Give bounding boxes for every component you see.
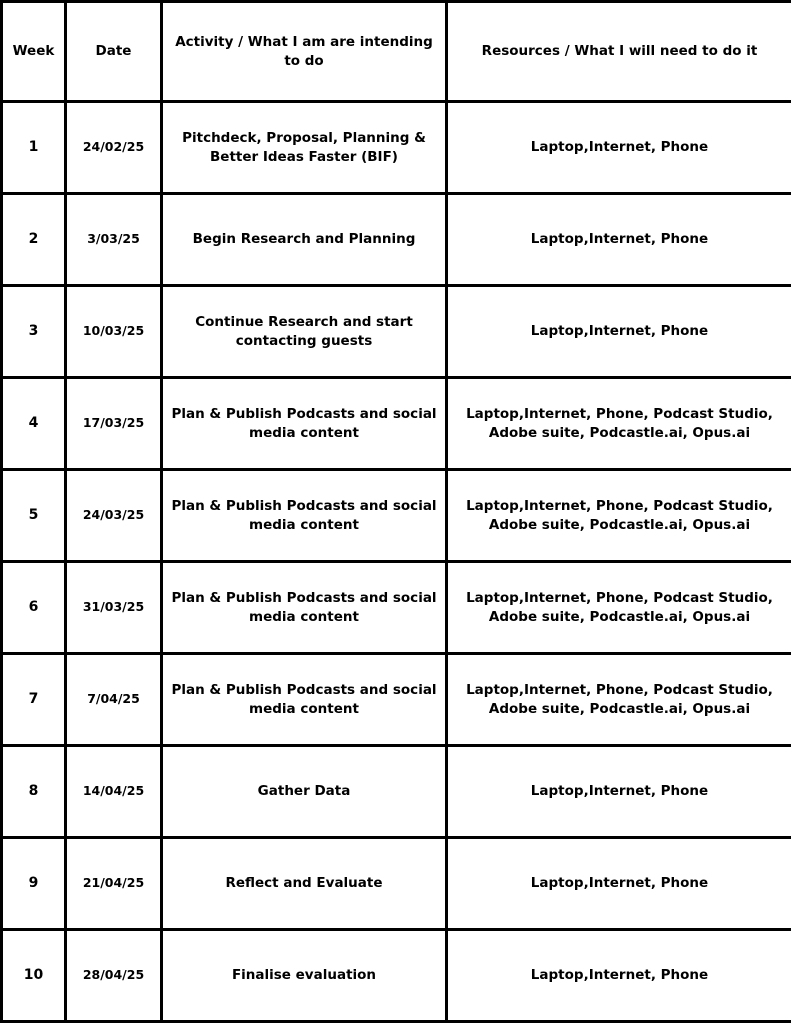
cell-resources: Laptop,Internet, Phone, Podcast Studio, Adobe suite, Podcastle.ai, Opus.ai — [447, 654, 791, 746]
cell-activity: Plan & Publish Podcasts and social media content — [162, 378, 447, 470]
cell-resources: Laptop,Internet, Phone, Podcast Studio, Adobe suite, Podcastle.ai, Opus.ai — [447, 378, 791, 470]
cell-week: 9 — [2, 838, 66, 930]
cell-activity: Plan & Publish Podcasts and social media content — [162, 654, 447, 746]
cell-resources: Laptop,Internet, Phone — [447, 194, 791, 286]
cell-resources: Laptop,Internet, Phone, Podcast Studio, Adobe suite, Podcastle.ai, Opus.ai — [447, 562, 791, 654]
table-row — [2, 930, 791, 1022]
cell-resources: Laptop,Internet, Phone — [447, 746, 791, 838]
table-row — [2, 838, 791, 930]
cell-resources: Laptop,Internet, Phone — [447, 102, 791, 194]
table-row — [2, 286, 791, 378]
cell-week: 10 — [2, 930, 66, 1022]
cell-date: 21/04/25 — [66, 838, 162, 930]
cell-week: 4 — [2, 378, 66, 470]
table-header — [2, 2, 791, 102]
table-row — [2, 378, 791, 470]
cell-week: 3 — [2, 286, 66, 378]
cell-resources: Laptop,Internet, Phone — [447, 838, 791, 930]
cell-date: 17/03/25 — [66, 378, 162, 470]
cell-date: 7/04/25 — [66, 654, 162, 746]
cell-date: 31/03/25 — [66, 562, 162, 654]
cell-date: 24/02/25 — [66, 102, 162, 194]
cell-week: 7 — [2, 654, 66, 746]
cell-activity: Plan & Publish Podcasts and social media content — [162, 562, 447, 654]
table-row — [2, 102, 791, 194]
cell-week: 2 — [2, 194, 66, 286]
cell-date: 10/03/25 — [66, 286, 162, 378]
cell-date: 28/04/25 — [66, 930, 162, 1022]
cell-resources: Laptop,Internet, Phone, Podcast Studio, Adobe suite, Podcastle.ai, Opus.ai — [447, 470, 791, 562]
cell-week: 5 — [2, 470, 66, 562]
cell-resources: Laptop,Internet, Phone — [447, 286, 791, 378]
cell-week: 1 — [2, 102, 66, 194]
cell-date: 14/04/25 — [66, 746, 162, 838]
cell-activity: Finalise evaluation — [162, 930, 447, 1022]
table-row — [2, 562, 791, 654]
cell-week: 6 — [2, 562, 66, 654]
column-header-resources: Resources / What I will need to do it — [447, 2, 791, 102]
cell-activity: Begin Research and Planning — [162, 194, 447, 286]
table-row — [2, 654, 791, 746]
table-body — [2, 102, 791, 1022]
cell-date: 24/03/25 — [66, 470, 162, 562]
column-header-week: Week — [2, 2, 66, 102]
cell-activity: Reflect and Evaluate — [162, 838, 447, 930]
table-row — [2, 470, 791, 562]
cell-activity: Continue Research and start contacting guests — [162, 286, 447, 378]
cell-activity: Pitchdeck, Proposal, Planning & Better Ideas Faster (BIF) — [162, 102, 447, 194]
table-row — [2, 194, 791, 286]
cell-activity: Plan & Publish Podcasts and social media content — [162, 470, 447, 562]
cell-week: 8 — [2, 746, 66, 838]
column-header-date: Date — [66, 2, 162, 102]
cell-activity: Gather Data — [162, 746, 447, 838]
cell-resources: Laptop,Internet, Phone — [447, 930, 791, 1022]
table-row — [2, 746, 791, 838]
cell-date: 3/03/25 — [66, 194, 162, 286]
table-header-row — [2, 2, 791, 102]
column-header-activity: Activity / What I am are intending to do — [162, 2, 447, 102]
